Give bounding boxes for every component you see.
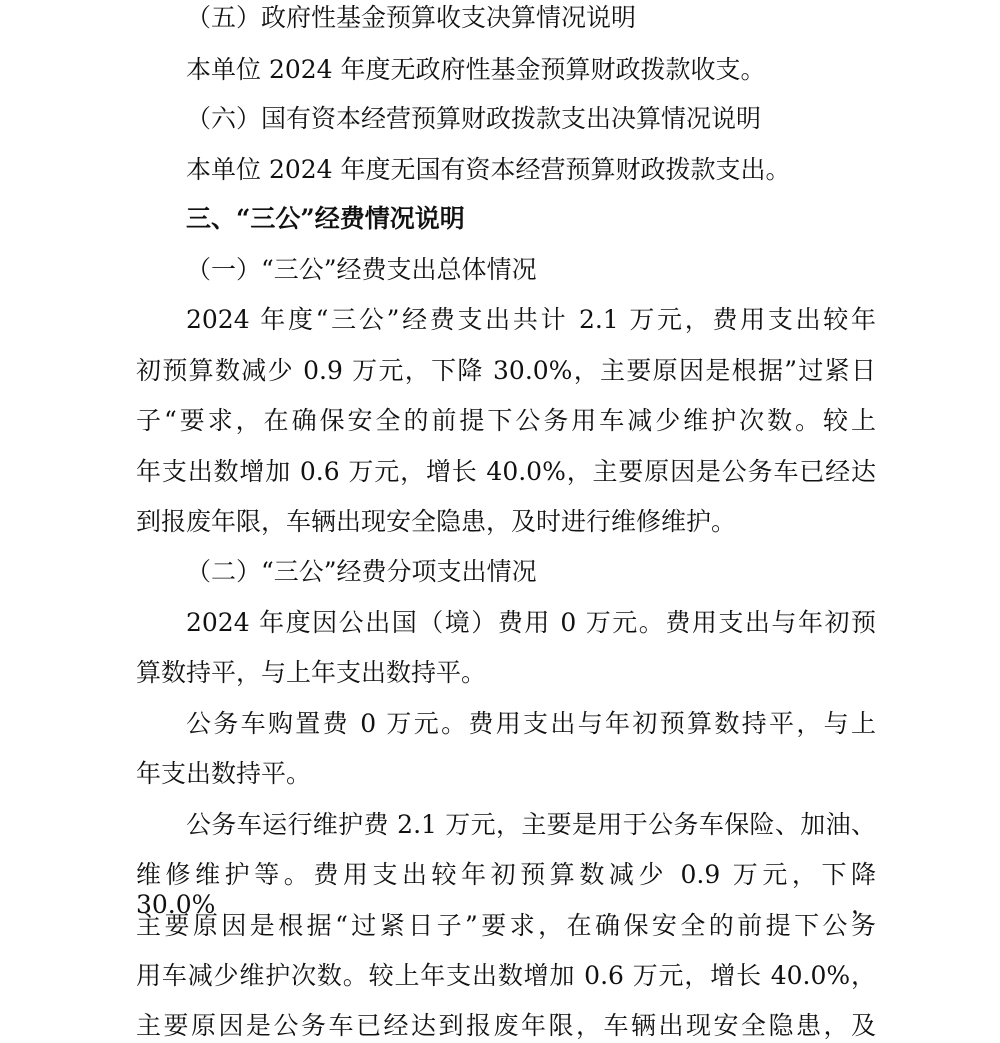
paragraph-line: 用车减少维护次数。较上年支出数增加 0.6 万元，增长 40.0%， [136, 961, 876, 990]
paragraph-line: 本单位 2024 年度无政府性基金预算财政拨款收支。 [186, 55, 766, 84]
paragraph-line: 年支出数持平。 [136, 759, 312, 788]
paragraph-line: 2024 年度“三公”经费支出共计 2.1 万元，费用支出较年 [186, 305, 876, 334]
paragraph-line: 2024 年度因公出国（境）费用 0 万元。费用支出与年初预 [186, 608, 876, 637]
paragraph-line: 子“要求，在确保安全的前提下公务用车减少维护次数。较上 [136, 406, 876, 435]
paragraph-line: 初预算数减少 0.9 万元，下降 30.0%，主要原因是根据”过紧日 [136, 356, 876, 385]
subsection-heading-one: （一）“三公”经费支出总体情况 [186, 255, 537, 284]
paragraph-line: 公务车运行维护费 2.1 万元，主要是用于公务车保险、加油、 [186, 810, 876, 839]
section-heading-five: （五）政府性基金预算收支决算情况说明 [186, 3, 637, 32]
subsection-heading-two: （二）“三公”经费分项支出情况 [186, 557, 537, 586]
section-heading-three-public: 三、“三公”经费情况说明 [186, 204, 465, 233]
section-heading-six: （六）国有资本经营预算财政拨款支出决算情况说明 [186, 104, 762, 133]
paragraph-line: 年支出数增加 0.6 万元，增长 40.0%，主要原因是公务车已经达 [136, 457, 876, 486]
paragraph-line: 本单位 2024 年度无国有资本经营预算财政拨款支出。 [186, 155, 791, 184]
paragraph-line: 公务车购置费 0 万元。费用支出与年初预算数持平，与上 [186, 709, 876, 738]
paragraph-line: 维修维护等。费用支出较年初预算数减少 0.9 万元，下降 30.0%， [136, 860, 876, 919]
paragraph-line: 主要原因是公务车已经达到报废年限，车辆出现安全隐患，及 [136, 1011, 876, 1040]
paragraph-line: 主要原因是根据“过紧日子”要求，在确保安全的前提下公务 [136, 911, 876, 940]
paragraph-line: 到报废年限，车辆出现安全隐患，及时进行维修维护。 [136, 507, 737, 536]
paragraph-line: 算数持平，与上年支出数持平。 [136, 658, 487, 687]
